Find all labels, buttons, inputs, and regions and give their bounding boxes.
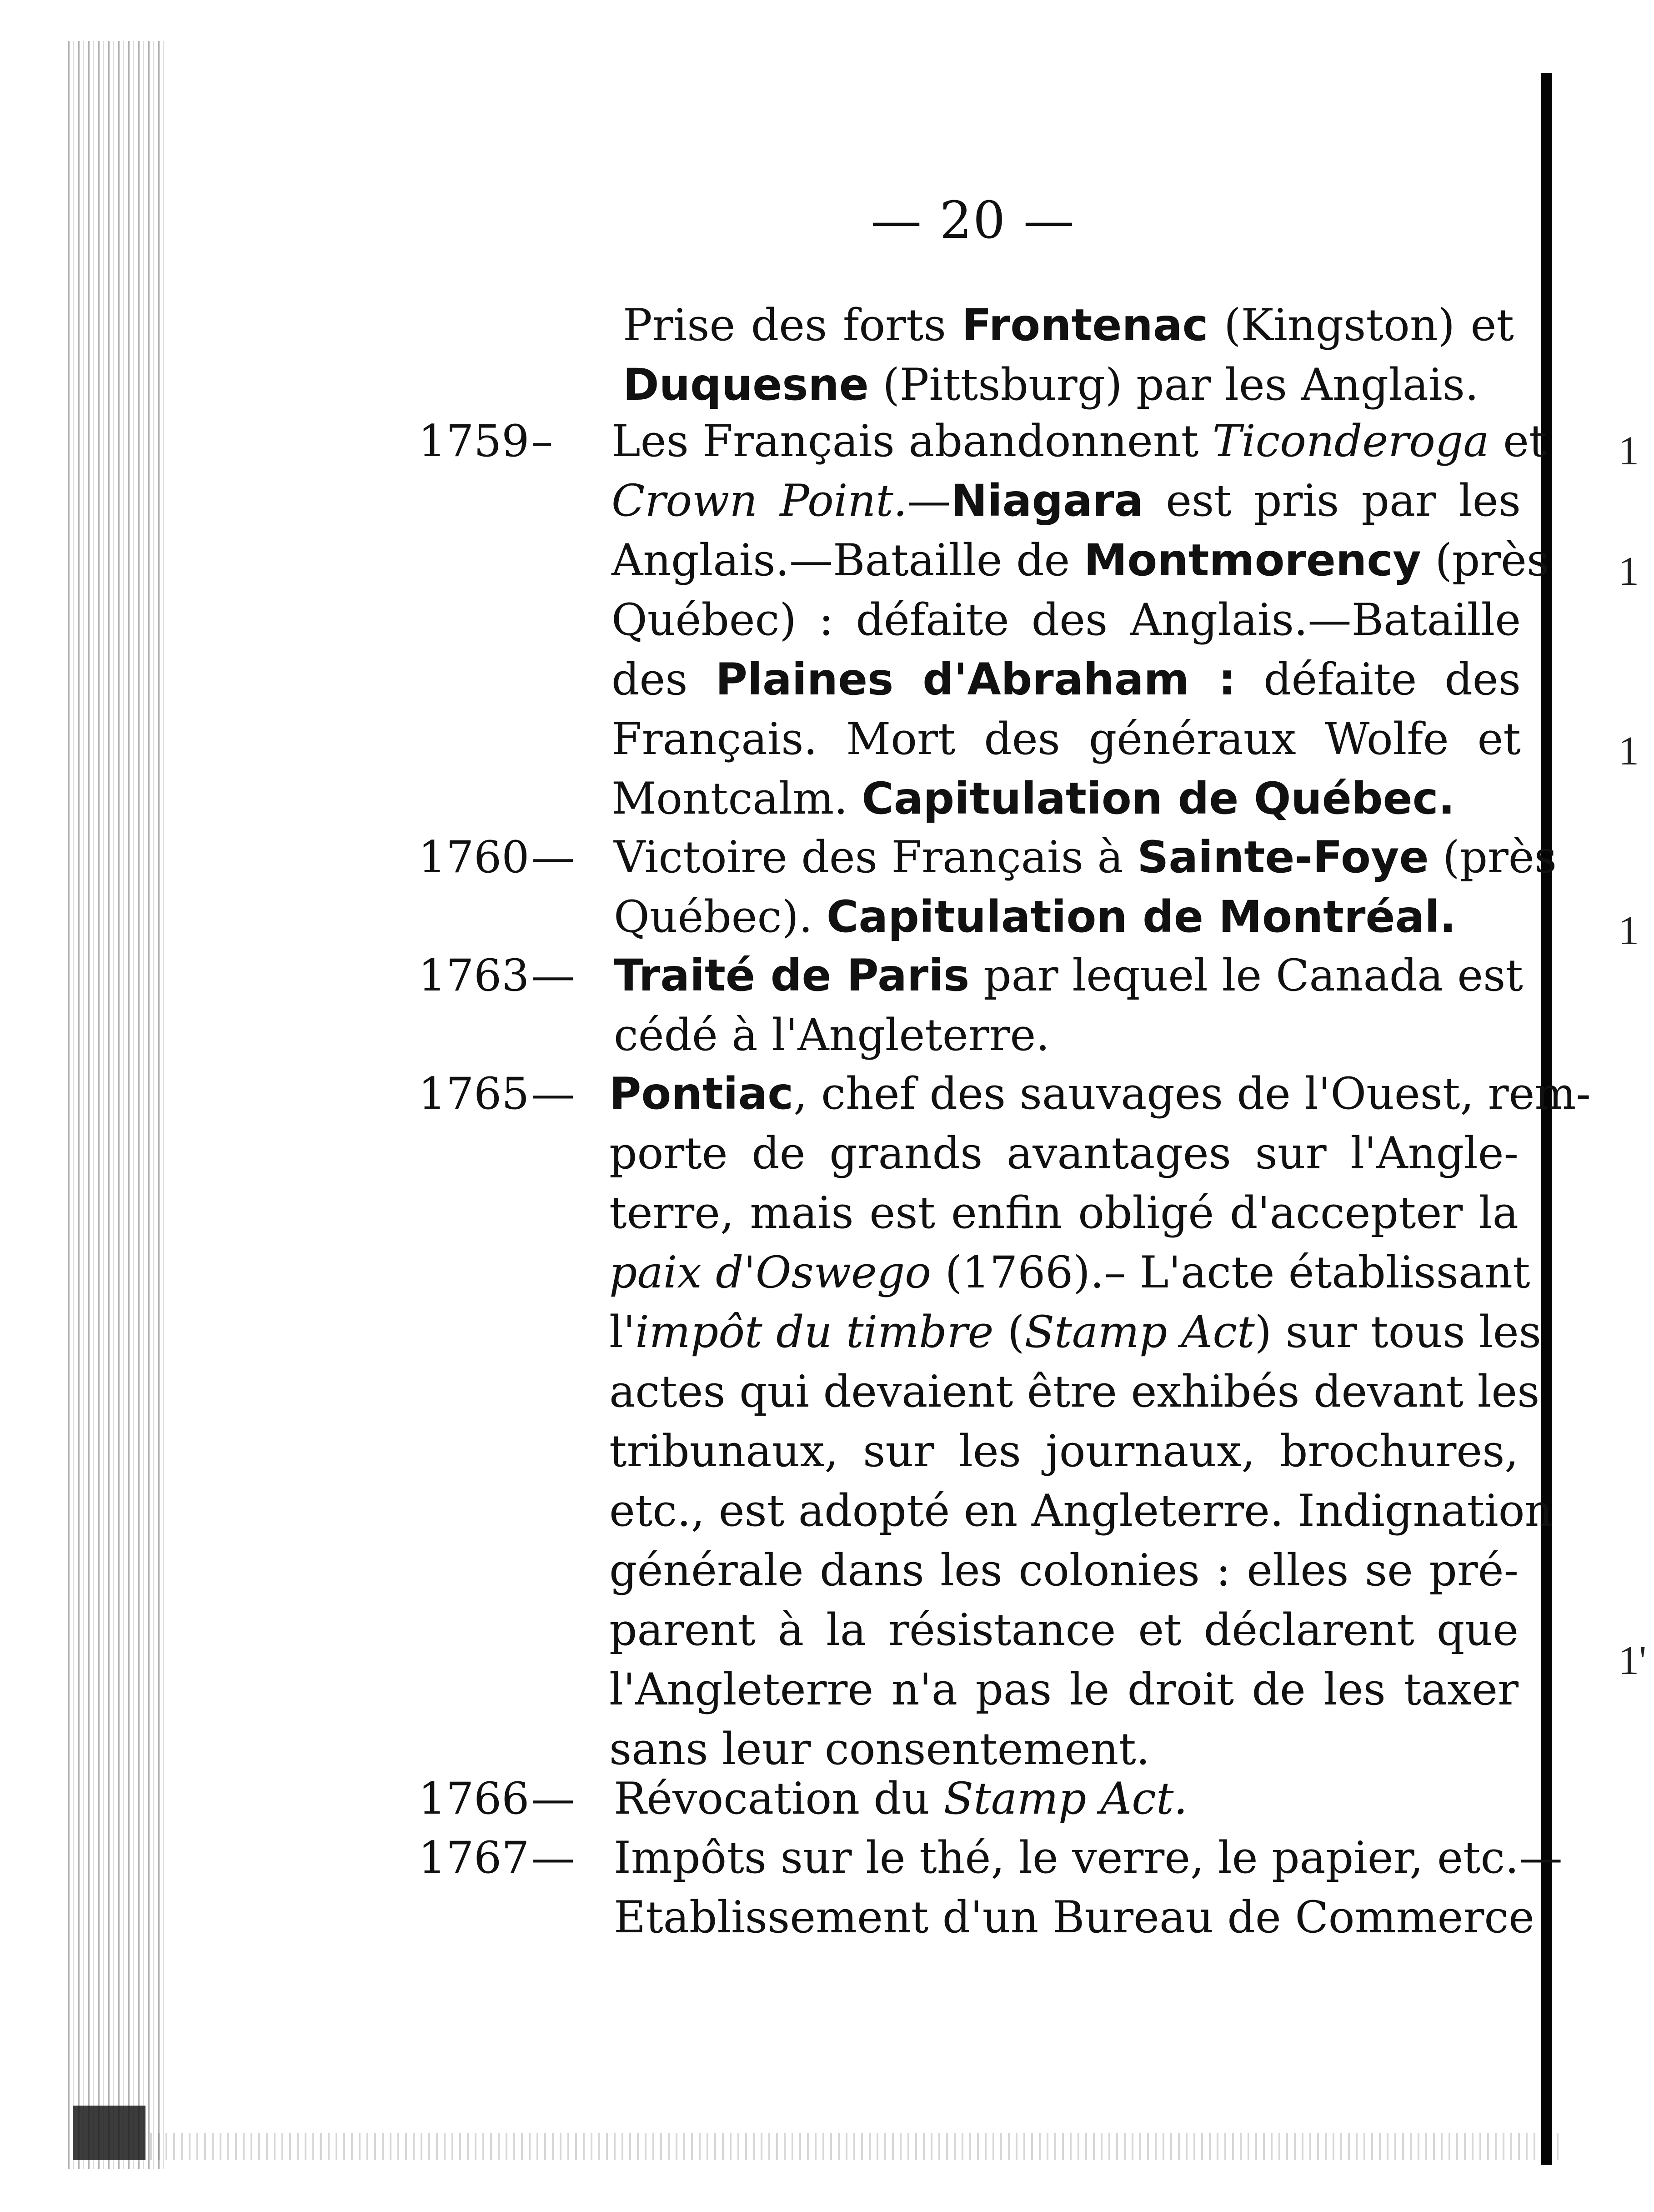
text-run: (1766).– L'acte établissant bbox=[931, 1247, 1530, 1298]
entry-text bbox=[614, 1769, 1523, 1829]
year-separator: — bbox=[531, 950, 575, 1001]
text-line bbox=[609, 1243, 1530, 1302]
year-label: 1767 bbox=[418, 1832, 530, 1883]
text-run: et bbox=[1489, 416, 1547, 467]
text-line bbox=[611, 709, 1521, 769]
year-label: 1760 bbox=[418, 832, 530, 883]
entry-text bbox=[611, 412, 1549, 829]
year-label: 1766 bbox=[418, 1773, 530, 1824]
text-line bbox=[611, 650, 1521, 709]
text-run: Prise des forts bbox=[623, 300, 962, 351]
entry-text bbox=[623, 296, 1514, 415]
text-run: générale dans les colonies : elles se pré- bbox=[609, 1545, 1519, 1596]
text-line bbox=[611, 769, 1521, 829]
text-run: porte de grands avantages sur l'Angle- bbox=[609, 1128, 1519, 1179]
bold-term: Plaines d'Abraham : bbox=[715, 654, 1236, 705]
text-line bbox=[614, 946, 1523, 1005]
text-run: Impôts sur le thé, le verre, le papier, etc.— bbox=[614, 1832, 1563, 1883]
text-run: des bbox=[611, 654, 716, 705]
year-label: 1765 bbox=[418, 1068, 530, 1119]
bold-term: Sainte-Foye bbox=[1137, 832, 1429, 883]
entry-text bbox=[609, 1064, 1591, 1779]
text-line bbox=[609, 1064, 1591, 1124]
text-run: l' bbox=[609, 1307, 636, 1357]
text-line bbox=[609, 1422, 1519, 1481]
text-line bbox=[614, 1828, 1563, 1888]
year-separator: — bbox=[531, 832, 575, 883]
text-line bbox=[614, 1888, 1534, 1947]
text-run: Français. Mort des généraux Wolfe et bbox=[611, 714, 1521, 764]
bold-term: Niagara bbox=[951, 475, 1144, 526]
text-run: l'Angleterre n'a pas le droit de les taxer bbox=[609, 1664, 1519, 1715]
text-run: etc., est adopté en Angleterre. Indignation bbox=[609, 1485, 1553, 1536]
text-line bbox=[609, 1302, 1541, 1362]
year-separator: — bbox=[531, 1068, 575, 1119]
text-run: Anglais.—Bataille de bbox=[611, 535, 1084, 586]
text-line bbox=[614, 1769, 1523, 1829]
margin-number: 1 bbox=[1619, 549, 1639, 594]
text-run: Victoire des Français à bbox=[614, 832, 1138, 883]
text-run: Les Français abandonnent bbox=[611, 416, 1213, 467]
entry-year bbox=[418, 1828, 627, 1888]
italic-term: impôt du timbre bbox=[635, 1307, 994, 1357]
text-run: (près bbox=[1421, 535, 1549, 586]
text-line bbox=[611, 471, 1521, 531]
text-run: (près bbox=[1428, 832, 1557, 883]
entry-text bbox=[614, 828, 1557, 947]
text-run: défaite des bbox=[1236, 654, 1521, 705]
text-line bbox=[611, 590, 1521, 650]
text-line bbox=[609, 1541, 1519, 1600]
text-run: Québec). bbox=[614, 891, 827, 942]
bold-term: Montmorency bbox=[1083, 535, 1421, 586]
entry-text bbox=[614, 1828, 1563, 1947]
italic-term: Ticonderoga bbox=[1212, 416, 1489, 467]
text-run: ( bbox=[993, 1307, 1025, 1357]
text-line bbox=[614, 1005, 1523, 1065]
text-line bbox=[611, 412, 1547, 471]
text-line bbox=[609, 1481, 1553, 1541]
year-separator: — bbox=[531, 1773, 575, 1824]
italic-term: paix d'Oswego bbox=[609, 1247, 932, 1298]
entry-year bbox=[418, 1769, 627, 1829]
text-line bbox=[611, 531, 1549, 590]
year-separator: – bbox=[531, 416, 553, 467]
text-run: ) sur tous les bbox=[1254, 1307, 1541, 1357]
text-run: , chef des sauvages de l'Ouest, rem- bbox=[793, 1068, 1591, 1119]
text-run: tribunaux, sur les journaux, brochures, bbox=[609, 1426, 1519, 1477]
text-run: Québec) : défaite des Anglais.—Bataille bbox=[611, 594, 1521, 645]
bold-term: Frontenac bbox=[962, 300, 1208, 351]
binding-shadow bbox=[73, 2106, 145, 2160]
bold-term: Pontiac bbox=[609, 1068, 794, 1119]
text-line bbox=[614, 887, 1523, 947]
text-run: Révocation du bbox=[614, 1773, 944, 1824]
entry-year bbox=[418, 946, 627, 1005]
bold-term: Capitulation de Québec. bbox=[862, 773, 1455, 824]
text-line bbox=[614, 828, 1557, 887]
italic-term: Crown Point. bbox=[611, 475, 907, 526]
text-line bbox=[609, 1600, 1519, 1660]
bold-term: Traité de Paris bbox=[614, 950, 970, 1001]
bold-term: Capitulation de Montréal. bbox=[826, 891, 1456, 942]
text-run: (Pittsburg) par les Anglais. bbox=[868, 359, 1479, 410]
bottom-edge-noise bbox=[150, 2133, 1564, 2160]
text-run: — bbox=[907, 475, 951, 526]
text-line bbox=[609, 1124, 1519, 1183]
entry-text bbox=[614, 946, 1523, 1065]
text-run: Montcalm. bbox=[611, 773, 862, 824]
margin-number: 1 bbox=[1619, 729, 1639, 774]
text-line bbox=[609, 1183, 1519, 1243]
text-line bbox=[623, 296, 1514, 355]
text-run: parent à la résistance et déclarent que bbox=[609, 1604, 1519, 1655]
text-line bbox=[609, 1660, 1519, 1719]
text-run: terre, mais est enfin obligé d'accepter la bbox=[609, 1187, 1519, 1238]
binding-edge bbox=[68, 41, 164, 2169]
entry-year bbox=[418, 412, 627, 471]
margin-number: 1 bbox=[1619, 428, 1639, 473]
text-run: par lequel le Canada est bbox=[969, 950, 1524, 1001]
text-line bbox=[623, 355, 1514, 415]
year-label: 1759 bbox=[418, 416, 530, 467]
text-line bbox=[609, 1362, 1540, 1422]
margin-number: 1' bbox=[1619, 1638, 1647, 1683]
entry-year bbox=[418, 828, 627, 887]
year-label: 1763 bbox=[418, 950, 530, 1001]
margin-number: 1 bbox=[1619, 908, 1639, 953]
text-run: actes qui devaient être exhibés devant les bbox=[609, 1366, 1540, 1417]
year-separator: — bbox=[531, 1832, 575, 1883]
bold-term: Duquesne bbox=[623, 359, 869, 410]
italic-term: Stamp Act. bbox=[943, 1773, 1188, 1824]
text-run: Etablissement d'un Bureau de Commerce bbox=[614, 1892, 1534, 1943]
italic-term: Stamp Act bbox=[1024, 1307, 1255, 1357]
text-run: (Kingston) et bbox=[1208, 300, 1514, 351]
text-run: sans leur consentement. bbox=[609, 1724, 1150, 1775]
entry-year bbox=[418, 1064, 627, 1124]
text-run: cédé à l'Angleterre. bbox=[614, 1010, 1050, 1061]
text-run: est pris par les bbox=[1143, 475, 1521, 526]
page-number: — 20 — bbox=[871, 191, 1075, 250]
